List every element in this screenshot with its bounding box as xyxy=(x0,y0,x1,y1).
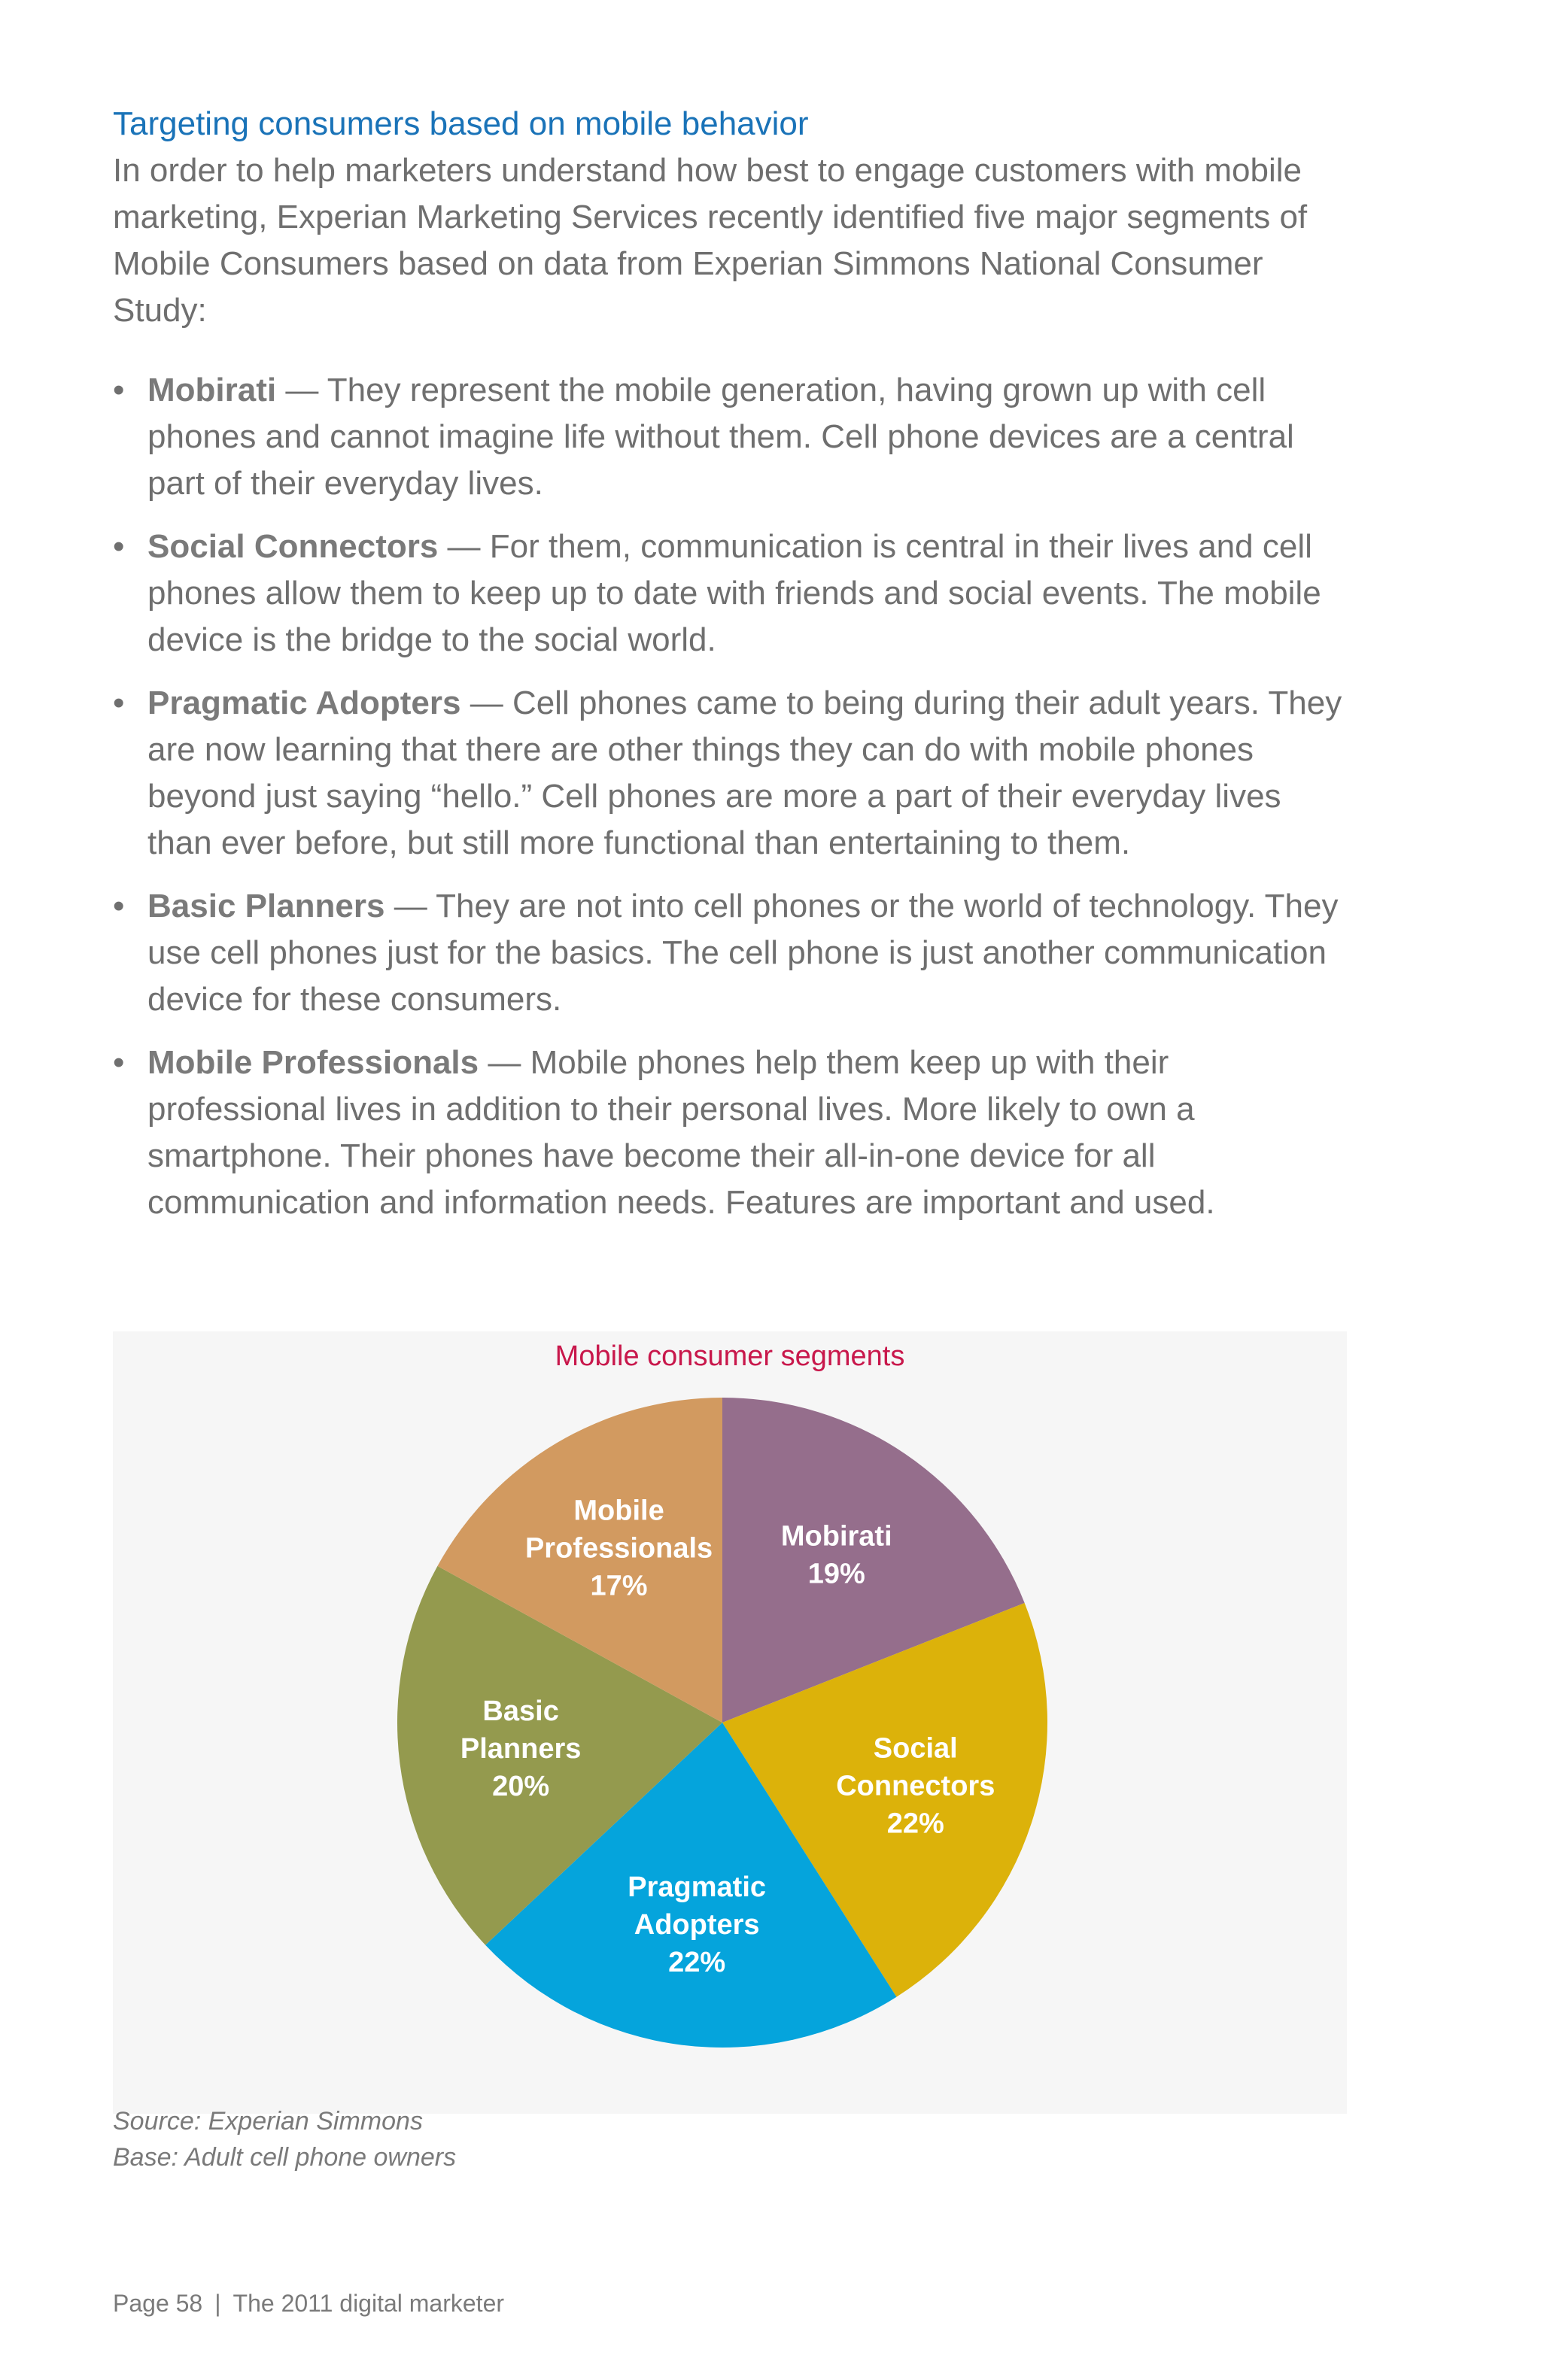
bullet-text: They represent the mobile generation, having grown up with cell phones and cannot imagine life without them. Cell phone devices are a central part of their everyday lives. xyxy=(147,372,1294,502)
pie-label-line: Social xyxy=(873,1732,958,1765)
publication-name: The 2011 digital marketer xyxy=(233,2290,505,2317)
intro-paragraph: In order to help marketers understand how best to engage customers with mobile marketing, Experian Marketing Services recently identified five major segments of Mobile Consumers based on data from Experian Simmons National Consumer Study: xyxy=(113,152,1308,329)
bullet-term: Pragmatic Adopters xyxy=(147,685,461,721)
pie-value-label: 17% xyxy=(590,1570,648,1602)
bullet-dash: — xyxy=(479,1044,530,1081)
bullet-dot: • xyxy=(113,372,125,408)
bullet-text: They are not into cell phones or the world of technology. They use cell phones just for the basics. The cell phone is just another communication device for these consumers. xyxy=(147,888,1339,1018)
pie-label-line: Mobirati xyxy=(780,1520,892,1553)
bullet-term: Mobile Professionals xyxy=(147,1044,479,1081)
page-footer xyxy=(113,2287,504,2320)
bullet-dash: — xyxy=(460,685,512,721)
pie-label-line: Professionals xyxy=(524,1532,713,1565)
pie-label-line: Basic xyxy=(482,1695,559,1727)
bullet-dot: • xyxy=(113,888,125,924)
bullet-dash: — xyxy=(276,372,327,408)
footer-separator: | xyxy=(214,2290,221,2317)
source-line: Source: Experian Simmons xyxy=(113,2107,423,2136)
pie-label-line: Mobile xyxy=(573,1495,664,1527)
pie-label-line: Pragmatic xyxy=(628,1871,767,1903)
bullet-dot: • xyxy=(113,685,125,721)
bullet-text: Cell phones came to being during their adult years. They are now learning that there are other things they can do with mobile phones beyond just saying “hello.” Cell phones are more a part of their everyday lives than ever before, but still more functional than entertaining to them. xyxy=(147,685,1342,861)
source-note xyxy=(113,2103,456,2175)
pie-value-label: 22% xyxy=(886,1808,944,1840)
bullet-dot: • xyxy=(113,528,125,565)
bullet-dash: — xyxy=(384,888,436,924)
chart-title: Mobile consumer segments xyxy=(555,1340,905,1372)
bullet-term: Basic Planners xyxy=(147,888,385,924)
pie-label-line: Planners xyxy=(460,1732,582,1765)
bullet-term: Mobirati xyxy=(147,372,277,408)
page-number: Page 58 xyxy=(113,2290,203,2317)
bullet-term: Social Connectors xyxy=(147,528,439,565)
pie-value-label: 22% xyxy=(668,1946,726,1978)
bullet-dash: — xyxy=(438,528,490,565)
bullet-dot: • xyxy=(113,1044,125,1081)
base-line: Base: Adult cell phone owners xyxy=(113,2143,457,2172)
section-title: Targeting consumers based on mobile behavior xyxy=(113,105,809,142)
pie-value-label: 19% xyxy=(807,1558,865,1590)
pie-label-line: Connectors xyxy=(836,1770,995,1802)
pie-label-line: Adopters xyxy=(634,1908,760,1941)
bullet-text: For them, communication is central in their lives and cell phones allow them to keep up to date with friends and social events. The mobile device is the bridge to the social world. xyxy=(147,528,1321,658)
pie-value-label: 20% xyxy=(492,1770,550,1802)
bullet-text: Mobile phones help them keep up with their professional lives in addition to their personal lives. More likely to own a smartphone. Their phones have become their all-in-one device for all communication and information needs. Features are important and used. xyxy=(147,1044,1215,1221)
